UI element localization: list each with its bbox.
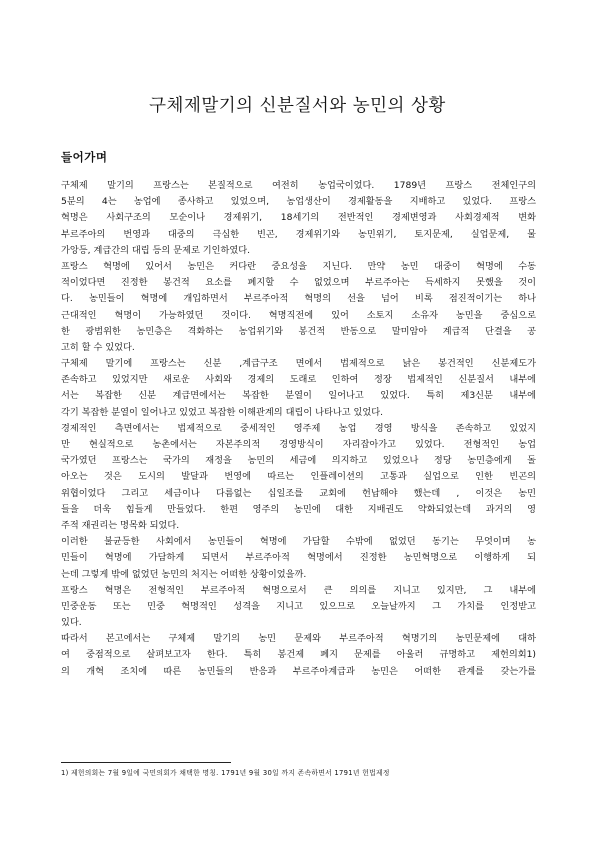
body-line: 한 광범위한 농민층은 격화하는 농업위기와 봉건적 반동으로 말미암아 계급적 단결을 공 xyxy=(61,325,536,337)
body-line: 프랑스 혁명은 전형적인 부르주아적 혁명으로서 큰 의의를 지니고 있지만, 그 내부에 xyxy=(61,584,536,596)
body-line: 가앙등, 계급간의 대립 등의 문제로 기인하였다. xyxy=(61,244,251,256)
body-line: 여 중점적으로 살펴보고자 한다. 특히 봉건제 폐지 문제를 아울러 규명하고 제헌의회1) xyxy=(61,649,536,661)
body-line: 부르주아의 번영과 대중의 극심한 빈곤, 경제위기와 농민위기, 토지문제, 실업문제, 물 xyxy=(61,228,536,240)
body-line: 서는 복잡한 신분 계급면에서는 복잡한 분열이 일어나고 있었다. 특히 제3신분 내부에 xyxy=(61,390,536,402)
body-line: 만 현실적으로 농촌에서는 자본주의적 경영방식이 자리잡아가고 있었다. 전형적인 농업 xyxy=(61,439,536,450)
body-line: 혁명은 사회구조의 모순이나 경제위기, 18세기의 전반적인 경제변영과 사회경제적 변화 xyxy=(61,212,536,224)
body-line: 각기 복잡한 분열이 일어나고 있었고 복잡한 이해관계의 대립이 나타나고 있었다. xyxy=(61,406,384,418)
body-line: 고히 할 수 있었다. xyxy=(61,341,135,353)
footnote: 1) 제헌의회는 7월 9일에 국민의회가 채택한 명칭. 1791년 9월 30일 까지 존속하면서 1791년 헌법제정 xyxy=(61,769,390,777)
body-line: 구체제 말기의 프랑스는 본질적으로 여전히 농업국이었다. 1789년 프랑스 전체인구의 xyxy=(61,180,536,191)
body-line: 아오는 것은 도시의 발달과 번영에 따르는 인플레이션의 고통과 실업으로 인한 빈곤의 xyxy=(61,471,536,483)
body-line: 들을 더욱 힘들게 만들었다. 한편 영주의 농민에 대한 지배권도 약화되었는데 과거의 영 xyxy=(61,503,536,515)
body-line: 다. 농민들이 혁명에 개입하면서 부르주아적 혁명의 선을 넘어 비록 점진적이기는 하나 xyxy=(61,293,536,305)
body-line: 따라서 본고에서는 구체제 말기의 농민 문제와 부르주아적 혁명기의 농민문제에 대하 xyxy=(61,633,536,645)
body-line: 이러한 불균등한 사회에서 농민들이 혁명에 가담할 수밖에 없었던 동기는 무엇이며 농 xyxy=(61,536,536,548)
body-line: 5분의 4는 농업에 종사하고 있었으며, 농업생산이 경제활동을 지배하고 있었다. 프랑스 xyxy=(61,196,536,208)
body-line: 국가였던 프랑스는 국가의 재정을 농민의 세금에 의지하고 있었으나 정당 농민층에게 돌 xyxy=(61,455,536,467)
body-line: 민중운동 또는 민중 혁명적인 성격을 지니고 있으므로 오늘날까지 그 가치를 인정받고 xyxy=(61,600,536,612)
body-line: 적이었다면 진정한 봉건적 요소를 폐지할 수 없었으며 부르주아는 득세하지 못했을 것이 xyxy=(61,277,536,289)
body-line: 주적 재권리는 명목화 되었다. xyxy=(61,519,180,531)
body-line: 는데 그렇게 밖에 없었던 농민의 처지는 어떠한 상황이었을까. xyxy=(61,568,307,580)
body-line: 구체제 말기에 프랑스는 신분 ,계급구조 면에서 법제적으로 낡은 봉건적인 신분제도가 xyxy=(61,358,536,370)
body-line: 근대적인 혁명이 가능하였던 것이다. 혁명직전에 있어 소토지 소유자 농민을 중심으로 xyxy=(61,309,536,321)
body-line: 존속하고 있었지만 새로운 사회와 경제의 도래로 인하여 정장 법제적인 신분질서 내부에 xyxy=(61,374,536,386)
body-line: 프랑스 혁명에 있어서 농민은 커다란 중요성을 지닌다. 만약 농민 대중이 혁명에 수동 xyxy=(61,260,536,272)
section-heading: 들어가며 xyxy=(61,150,108,164)
body-line: 위협이었다 그리고 세금이나 다름없는 십일조를 교회에 헌납해야 했는데 , 이것은 농민 xyxy=(61,487,536,499)
document-title: 구체제말기의 신분질서와 농민의 상황 xyxy=(149,96,446,116)
body-line: 있다. xyxy=(61,617,82,629)
body-line: 경제적인 측면에서는 법제적으로 중세적인 영주제 농업 경영 방식을 존속하고 있었지 xyxy=(61,422,536,434)
body-text xyxy=(61,178,536,680)
footnote-divider xyxy=(61,762,231,763)
body-line: 민들이 혁명에 가담하게 되면서 부르주아적 혁명에서 진정한 농민혁명으로 이행하게 되 xyxy=(61,552,536,564)
body-line: 의 개혁 조치에 따른 농민들의 반응과 부르주아계급과 농민은 어떠한 관계를 갖는가를 xyxy=(61,665,536,677)
